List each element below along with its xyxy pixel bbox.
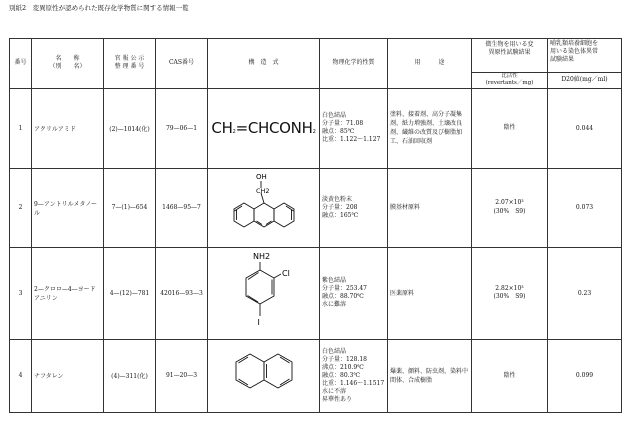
properties-text: 白色結晶 分子量：71.08 融点：85℃ 比重：1.122～1.127 (322, 112, 381, 144)
structure-naphthalene (208, 339, 320, 412)
header-uses: 用 途 (388, 39, 472, 89)
official-number: (2)—1014(化) (104, 88, 156, 168)
ames-result: 陰性 (472, 339, 548, 412)
anthrylmethanol-structure-diagram (214, 169, 314, 245)
structure-label-oh: OH (255, 172, 267, 181)
uses: 爆薬、顔料、防虫剤、染料中間体、合成樹脂 (388, 339, 472, 412)
ames-result (472, 247, 548, 339)
structure-label-i: I (257, 318, 260, 328)
header-name (32, 39, 104, 89)
properties-text: 紫色結晶 分子量：253.47 融点：88.70℃ 水に難溶 (322, 277, 367, 309)
cas-number: 91—20—3 (156, 339, 208, 412)
chemical-name: 2—クロロ—4—ヨードアニリン (32, 247, 104, 339)
ames-result: 陰性 (472, 88, 548, 168)
d20-value: 0.23 (548, 247, 622, 339)
header-properties: 物理化学的性質 (320, 39, 388, 89)
header-ames (472, 39, 548, 73)
structure-label-cl: Cl (281, 269, 290, 279)
formula-text: CH2=CHCONH2 (211, 119, 316, 138)
d20-value: 0.073 (548, 168, 622, 247)
official-number: 7—(1)—654 (104, 168, 156, 247)
properties (320, 168, 388, 247)
header-cas: CAS番号 (156, 39, 208, 89)
header-chrom (548, 39, 622, 73)
document-caption: 別紙2 変異原性が認められた既存化学物質に関する情報一覧 (9, 4, 189, 12)
table-row (10, 168, 622, 247)
properties-text: 淡黄色粉末 分子量：208 融点：165℃ (322, 195, 359, 219)
ames-result-text: 2.82×10³ (30% S9) (493, 284, 526, 301)
header-ames-sub (472, 73, 548, 89)
cas-number: 1468—95—7 (156, 168, 208, 247)
header-official-text: 官 報 公 示 整 理 番 号 (114, 55, 145, 71)
uses: 塗料、接着剤、高分子凝集剤、紙力増強剤、土壌改良剤、繊維の改質及び樹脂加工、石油回収剤 (388, 88, 472, 168)
row-no: 1 (10, 88, 32, 168)
chemical-name: アクリルアミド (32, 88, 104, 168)
header-name-text: 名 称 （別 名） (49, 55, 86, 71)
row-no: 4 (10, 339, 32, 412)
header-chrom-sub: D20値(mg／ml) (548, 73, 622, 89)
structure-chloroiodoaniline (208, 247, 320, 339)
row-no: 3 (10, 247, 32, 339)
uses: 医薬原料 (388, 247, 472, 339)
d20-value: 0.044 (548, 88, 622, 168)
properties (320, 88, 388, 168)
ames-result-text: 2.07×10³ (30% S9) (493, 199, 526, 215)
chloroiodoaniline-structure-diagram (214, 248, 314, 336)
official-number: (4)—311(化) (104, 339, 156, 412)
header-ames-text: 微生物を用いる変 異原性試験結果 (485, 41, 534, 57)
structure-anthrylmethanol (208, 168, 320, 247)
properties-text: 白色結晶 分子量：128.18 沸点：210.9℃ 融点：80.3℃ 比重：1.146～1.1517 水に不溶 昇華性あり (322, 347, 385, 404)
table-row (10, 339, 622, 412)
table-row (10, 88, 622, 168)
structure-formula (208, 88, 320, 168)
cas-number: 42016—93—3 (156, 247, 208, 339)
chemical-info-table (9, 38, 622, 413)
official-number: 4—(12)—781 (104, 247, 156, 339)
header-no: 番号 (10, 39, 32, 89)
cas-number: 79—06—1 (156, 88, 208, 168)
uses: 膜基材原料 (388, 168, 472, 247)
header-chrom-text: 哺乳類培養細胞を 用いる染色体異常 試験結果 (550, 40, 599, 64)
naphthalene-structure-diagram (214, 344, 314, 406)
chemical-name: ナフタレン (32, 339, 104, 412)
properties (320, 339, 388, 412)
chemical-name: 9—アントリルメタノール (32, 168, 104, 247)
properties (320, 247, 388, 339)
header-structure: 構 造 式 (208, 39, 320, 89)
table-row (10, 247, 622, 339)
row-no: 2 (10, 168, 32, 247)
ames-result (472, 168, 548, 247)
header-ames-sub-text: 比活性 (revertants／mg) (485, 73, 534, 87)
structure-label-ch2: CH2 (255, 186, 270, 195)
header-official (104, 39, 156, 89)
d20-value: 0.099 (548, 339, 622, 412)
structure-label-nh2: NH2 (252, 252, 270, 262)
